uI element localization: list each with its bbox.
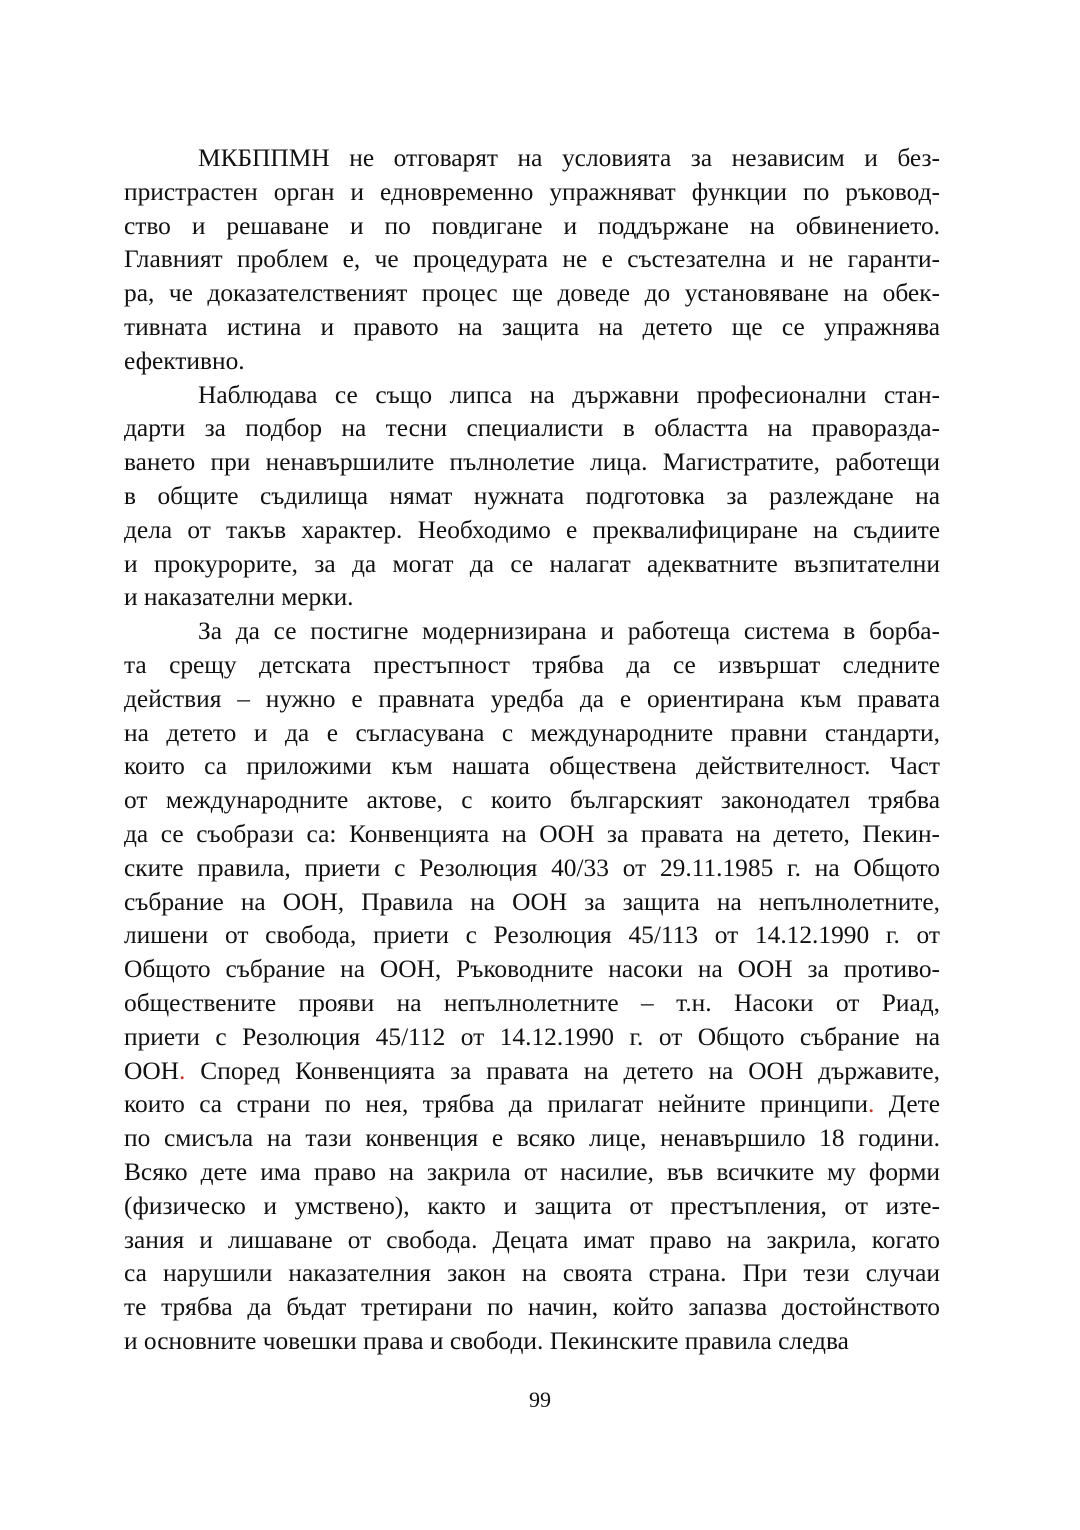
text-line: зания и лишаване от свобода. Децата имат право на закрила, когато [124, 1225, 940, 1254]
text-line: действия – нужно е правната уредба да е ориентирана към правата [124, 684, 940, 713]
text-line: тивната истина и правото на защита на детето ще се упражнява [124, 312, 940, 341]
text-line: ство и решаване и по повдигане и поддържане на обвинението. [124, 211, 940, 240]
text-line: да се съобрази са: Конвенцията на ООН за правата на детето, Пекин- [124, 819, 940, 848]
text-line: Наблюдава се също липса на държавни професионални стан- [198, 380, 940, 409]
page-number: 99 [529, 1387, 551, 1412]
text-line: в общите съдилища нямат нужната подготовка за разлеждане на [124, 481, 940, 510]
text-line: които са приложими към нашата обществена действителност. Част [124, 752, 940, 781]
text-line: ването при ненавършилите пълнолетие лица. Магистратите, работещи [124, 448, 940, 477]
text-line: ските правила, приети с Резолюция 40/33 от 29.11.1985 г. на Общото [124, 853, 940, 882]
text-line: МКБППМН не отговарят на условията за независим и без- [198, 144, 940, 172]
text-line: те трябва да бъдат третирани по начин, който запазва достойнството [124, 1293, 940, 1322]
text-line: пристрастен орган и едновременно упражняват функции по ръковод- [124, 177, 940, 206]
paragraph [124, 379, 940, 616]
text-line: събрание на ООН, Правила на ООН за защита на непълнолетните, [124, 887, 940, 916]
text-line: които са страни по нея, трябва да прилагат нейните принципи. Дете [124, 1090, 940, 1119]
highlighted-period: . [179, 1056, 186, 1085]
text-line: по смисъла на тази конвенция е всяко лице, ненавършило 18 години. [124, 1124, 940, 1153]
text-line: и прокурорите, за да могат да се налагат адекватните възпитателни [124, 549, 940, 578]
text-line: приети с Резолюция 45/112 от 14.12.1990 г. от Общото събрание на [124, 1022, 940, 1051]
text-line: Общото събрание на ООН, Ръководните насоки на ООН за противо- [124, 955, 940, 984]
text-line: и наказателни мерки. [124, 583, 354, 612]
text-line: на детето и да е съгласувана с международните правни стандарти, [124, 718, 940, 747]
text-line: ра, че доказателственият процес ще доведе до установяване на обек- [124, 279, 940, 308]
text-line: ООН. Според Конвенцията за правата на детето на ООН държавите, [124, 1056, 940, 1085]
text-line: и основните човешки права и свободи. Пекинските правила следва [124, 1326, 849, 1355]
text-line: (физическо и умствено), както и защита от престъпления, от изте- [124, 1191, 940, 1220]
text-line: лишени от свобода, приети с Резолюция 45/113 от 14.12.1990 г. от [124, 921, 940, 950]
text-line: ефективно. [124, 346, 245, 375]
paragraph [124, 142, 940, 379]
text-line: от международните актове, с които българският законодател трябва [124, 786, 940, 815]
text-line: обществените прояви на непълнолетните – т.н. Насоки от Риад, [124, 988, 940, 1017]
paragraph [124, 615, 940, 1359]
body-text [124, 142, 940, 1359]
text-line: дарти за подбор на тесни специалисти в областта на праворазда- [124, 414, 940, 443]
text-line: Главният проблем е, че процедурата не е състезателна и не гаранти- [124, 245, 940, 274]
text-line: дела от такъв характер. Необходимо е преквалифициране на съдиите [124, 515, 940, 544]
text-line: та срещу детската престъпност трябва да се извършат следните [124, 650, 940, 679]
text-line: Всяко дете има право на закрила от насилие, във всичките му форми [124, 1157, 940, 1186]
text-line: са нарушили наказателния закон на своята страна. При тези случаи [124, 1259, 940, 1288]
highlighted-period: . [867, 1090, 875, 1119]
text-line: За да се постигне модернизирана и работеща система в борба- [198, 617, 940, 646]
